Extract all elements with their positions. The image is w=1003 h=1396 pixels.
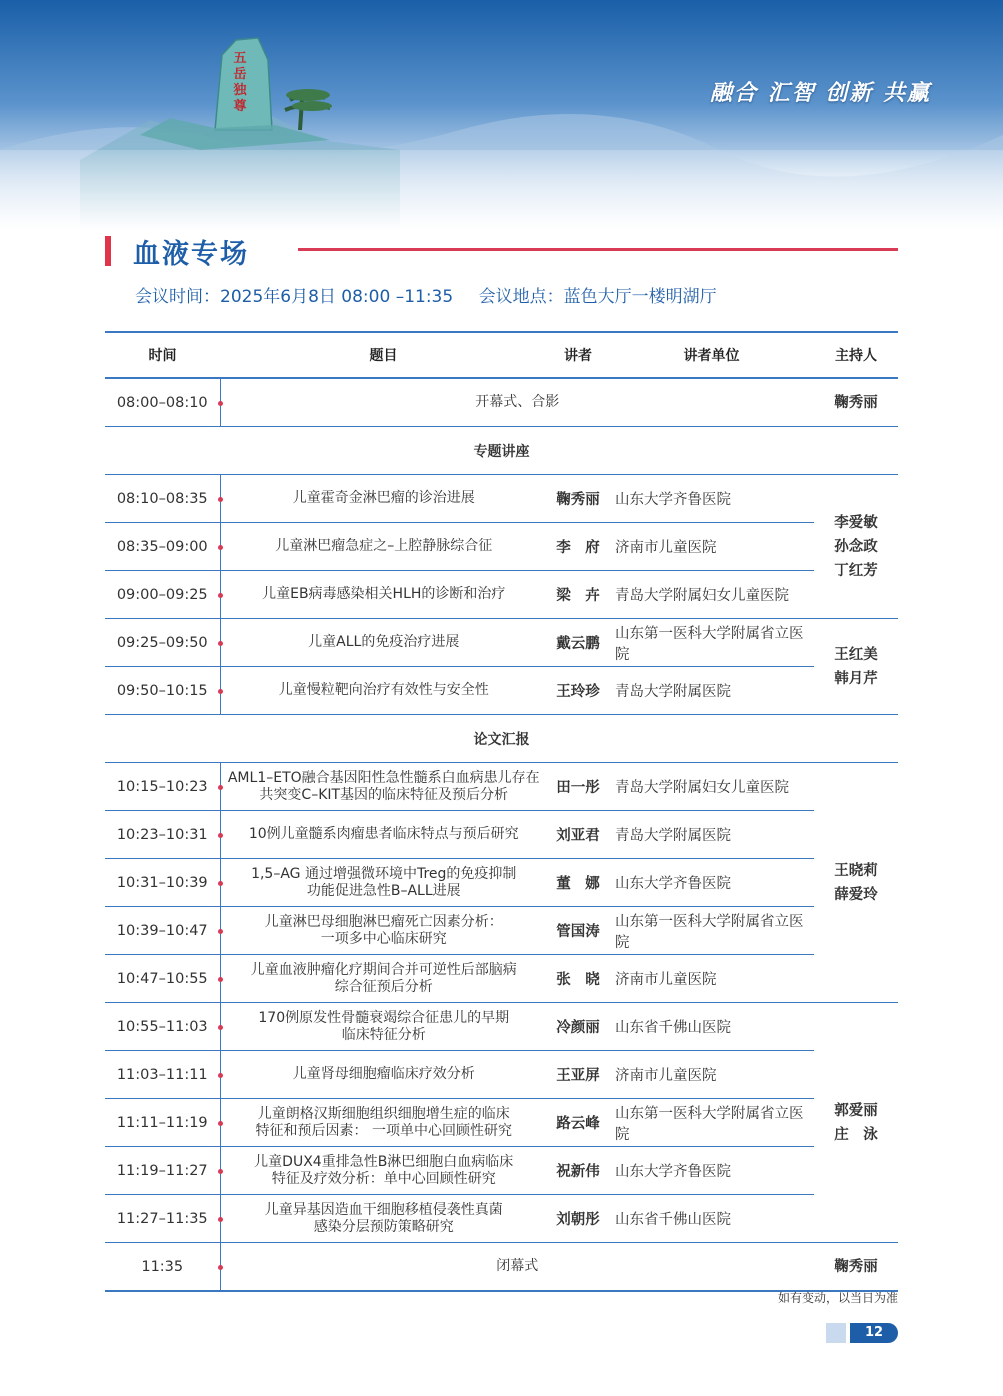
row-speaker: 戴云鹏 (547, 619, 609, 667)
row-institution: 山东大学齐鲁医院 (609, 859, 814, 907)
row-institution: 山东第一医科大学附属省立医院 (609, 1099, 814, 1147)
table-row (105, 763, 898, 811)
row-time: 10:31–10:39 (105, 859, 220, 907)
section-row-lectures (105, 427, 898, 475)
row-topic: 儿童EB病毒感染相关HLH的诊断和治疗 (220, 571, 547, 619)
table-row (105, 1147, 898, 1195)
row-topic: 儿童异基因造血干细胞移植侵袭性真菌 感染分层预防策略研究 (220, 1195, 547, 1243)
section-title-papers: 论文汇报 (105, 715, 898, 763)
row-speaker: 李 府 (547, 523, 609, 571)
row-time: 11:03–11:11 (105, 1051, 220, 1099)
header-topic: 题目 (220, 332, 547, 378)
meeting-location: 会议地点：蓝色大厅一楼明湖厅 (478, 287, 717, 307)
row-institution: 济南市儿童医院 (609, 523, 814, 571)
closing-row (105, 1243, 898, 1292)
section-row-papers (105, 715, 898, 763)
row-topic: 1,5–AG 通过增强微环境中Treg的免疫抑制 功能促进急性B–ALL进展 (220, 859, 547, 907)
row-speaker: 王玲珍 (547, 667, 609, 715)
row-institution: 青岛大学附属医院 (609, 811, 814, 859)
row-topic: 儿童朗格汉斯细胞组织细胞增生症的临床 特征和预后因素： 一项单中心回顾性研究 (220, 1099, 547, 1147)
row-time: 10:15–10:23 (105, 763, 220, 811)
row-host-group: 王晓莉 薛爱玲 (814, 763, 898, 1003)
row-topic: 儿童淋巴母细胞淋巴瘤死亡因素分析： 一项多中心临床研究 (220, 907, 547, 955)
row-institution: 青岛大学附属医院 (609, 667, 814, 715)
header-slogan: 融合 汇智 创新 共赢 (710, 81, 931, 106)
row-topic: 儿童淋巴瘤急症之–上腔静脉综合征 (220, 523, 547, 571)
closing-time: 11:35 (105, 1243, 220, 1292)
table-header-row (105, 332, 898, 378)
row-institution: 青岛大学附属妇女儿童医院 (609, 763, 814, 811)
row-topic: 170例原发性骨髓衰竭综合征患儿的早期 临床特征分析 (220, 1003, 547, 1051)
svg-text:岳: 岳 (233, 67, 247, 82)
table-row (105, 1003, 898, 1051)
row-time: 09:00–09:25 (105, 571, 220, 619)
row-speaker: 祝新伟 (547, 1147, 609, 1195)
row-speaker: 路云峰 (547, 1099, 609, 1147)
row-host-group: 李爱敏 孙念政 丁红芳 (814, 475, 898, 619)
row-time: 11:27–11:35 (105, 1195, 220, 1243)
table-row (105, 1099, 898, 1147)
table-row (105, 811, 898, 859)
row-time: 08:35–09:00 (105, 523, 220, 571)
row-time: 09:50–10:15 (105, 667, 220, 715)
header-host: 主持人 (814, 332, 898, 378)
meeting-meta (135, 282, 737, 307)
row-institution: 山东大学齐鲁医院 (609, 475, 814, 523)
monument-text-1: 五 (233, 51, 247, 66)
row-time: 11:19–11:27 (105, 1147, 220, 1195)
row-host-group: 王红美 韩月芹 (814, 619, 898, 715)
opening-title: 开幕式、合影 (220, 378, 814, 427)
row-institution: 济南市儿童医院 (609, 955, 814, 1003)
row-topic: 儿童肾母细胞瘤临床疗效分析 (220, 1051, 547, 1099)
svg-text:尊: 尊 (233, 99, 247, 114)
row-speaker: 鞠秀丽 (547, 475, 609, 523)
table-row (105, 955, 898, 1003)
table-row (105, 1195, 898, 1243)
page-title: 血液专场 (133, 239, 249, 270)
row-time: 10:39–10:47 (105, 907, 220, 955)
row-topic: 10例儿童髓系肉瘤患者临床特点与预后研究 (220, 811, 547, 859)
row-speaker: 冷颜丽 (547, 1003, 609, 1051)
table-row (105, 523, 898, 571)
opening-host: 鞠秀丽 (814, 378, 898, 427)
table-row (105, 619, 898, 667)
title-accent-bar (105, 236, 111, 266)
header-institution: 讲者单位 (609, 332, 814, 378)
table-row (105, 475, 898, 523)
row-institution: 山东省千佛山医院 (609, 1195, 814, 1243)
row-institution: 青岛大学附属妇女儿童医院 (609, 571, 814, 619)
table-row (105, 571, 898, 619)
title-underline (298, 248, 898, 251)
page-tab-accent (826, 1323, 846, 1343)
row-host-group: 郭爱丽 庄 泳 (814, 1003, 898, 1243)
row-speaker: 管国涛 (547, 907, 609, 955)
section-title-lectures: 专题讲座 (105, 427, 898, 475)
meeting-time: 会议时间：2025年6月8日 08:00 –11:35 (135, 287, 454, 307)
row-time: 09:25–09:50 (105, 619, 220, 667)
row-topic: AML1–ETO融合基因阳性急性髓系白血病患儿存在 共突变C–KIT基因的临床特征及预后分析 (220, 763, 547, 811)
opening-row (105, 378, 898, 427)
row-speaker: 刘亚君 (547, 811, 609, 859)
row-speaker: 梁 卉 (547, 571, 609, 619)
row-time: 11:11–11:19 (105, 1099, 220, 1147)
page-number: 12 (850, 1323, 898, 1343)
row-institution: 济南市儿童医院 (609, 1051, 814, 1099)
row-institution: 山东省千佛山医院 (609, 1003, 814, 1051)
row-time: 10:55–11:03 (105, 1003, 220, 1051)
header-speaker: 讲者 (547, 332, 609, 378)
table-row (105, 859, 898, 907)
closing-host: 鞠秀丽 (814, 1243, 898, 1292)
table-row (105, 1051, 898, 1099)
row-topic: 儿童霍奇金淋巴瘤的诊治进展 (220, 475, 547, 523)
svg-text:独: 独 (233, 83, 247, 98)
page-number-tab (826, 1323, 898, 1343)
row-time: 10:23–10:31 (105, 811, 220, 859)
row-topic: 儿童DUX4重排急性B淋巴细胞白血病临床 特征及疗效分析：单中心回顾性研究 (220, 1147, 547, 1195)
row-speaker: 张 晓 (547, 955, 609, 1003)
header-banner (0, 0, 1003, 230)
closing-title: 闭幕式 (220, 1243, 814, 1292)
table-row (105, 667, 898, 715)
row-topic: 儿童血液肿瘤化疗期间合并可逆性后部脑病 综合征预后分析 (220, 955, 547, 1003)
row-time: 08:10–08:35 (105, 475, 220, 523)
row-institution: 山东第一医科大学附属省立医院 (609, 907, 814, 955)
change-note: 如有变动，以当日为准 (777, 1291, 898, 1305)
row-speaker: 王亚屏 (547, 1051, 609, 1099)
header-time: 时间 (105, 332, 220, 378)
agenda-table (105, 331, 898, 1292)
row-topic: 儿童慢粒靶向治疗有效性与安全性 (220, 667, 547, 715)
opening-time: 08:00–08:10 (105, 378, 220, 427)
row-speaker: 董 娜 (547, 859, 609, 907)
row-institution: 山东第一医科大学附属省立医院 (609, 619, 814, 667)
row-time: 10:47–10:55 (105, 955, 220, 1003)
row-topic: 儿童ALL的免疫治疗进展 (220, 619, 547, 667)
row-institution: 山东大学齐鲁医院 (609, 1147, 814, 1195)
row-speaker: 田一彤 (547, 763, 609, 811)
table-row (105, 907, 898, 955)
row-speaker: 刘朝彤 (547, 1195, 609, 1243)
